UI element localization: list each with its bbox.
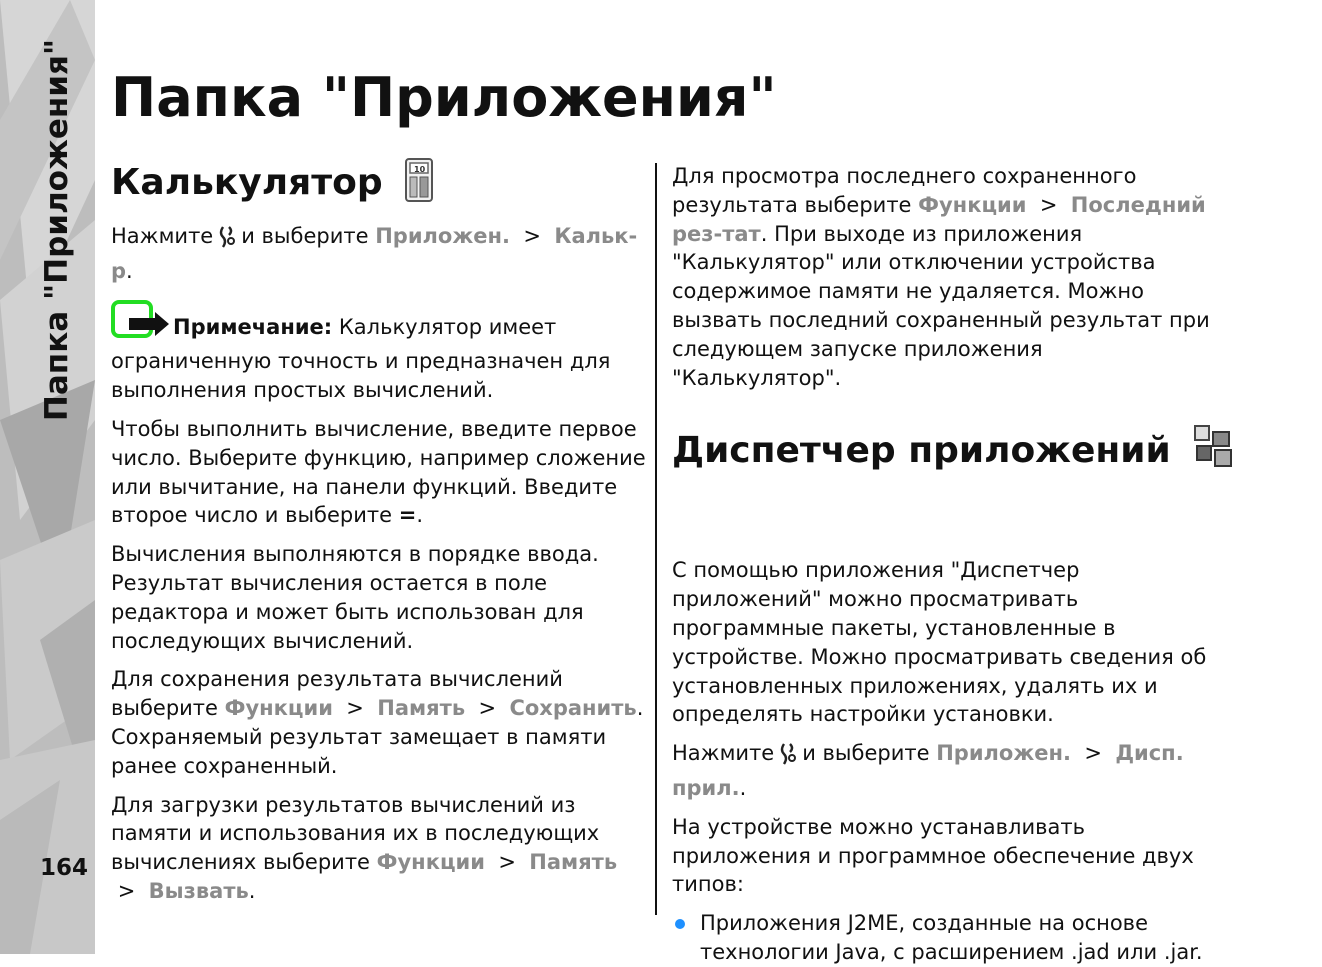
calculator-icon xyxy=(405,158,433,216)
load-result-paragraph: Для загрузки результатов вычислений из памяти и использования их в последующих вычислениях выберите Функции > Память > Вызвать. xyxy=(111,792,618,903)
path-calculator: Кальк-р xyxy=(111,224,638,283)
app-manager-open-instructions: Нажмите и выберите Приложен. > Дисп. прил.. xyxy=(672,741,1184,800)
column-divider xyxy=(655,163,657,915)
calculator-heading: Калькулятор 10 xyxy=(111,158,646,216)
app-manager-heading: Диспетчер приложений xyxy=(672,424,1212,484)
sidebar-chapter-title: Папка "Приложения" xyxy=(39,38,75,422)
left-column xyxy=(111,158,646,916)
app-types-list xyxy=(672,909,1212,967)
right-column xyxy=(672,162,1212,967)
calculator-open-instructions: Нажмите и выберите Приложен. > Кальк-р. xyxy=(111,224,638,283)
menu-key-icon xyxy=(217,225,237,257)
sidebar xyxy=(0,0,95,954)
last-result-paragraph: Для просмотра последнего сохраненного результата выберите Функции > Последний рез-тат. При выходе из приложения "Калькулятор" или отключении устройства содержимое памяти не удаляется. Можно вызвать последний сохраненный результат при следующем запуске приложения "Калькулятор". xyxy=(672,164,1210,390)
svg-text:10: 10 xyxy=(414,165,426,174)
app-manager-icon xyxy=(1193,424,1233,484)
app-manager-intro: С помощью приложения "Диспетчер приложений" можно просматривать программные пакеты, установленные в устройстве. Можно просматривать сведения об установленных приложениях, удалять их и определять настройки установки. xyxy=(672,558,1207,727)
list-item: Приложения J2ME, созданные на основе технологии Java, с расширением .jad или .jar. xyxy=(672,909,1212,967)
save-result-paragraph: Для сохранения результата вычислений выберите Функции > Память > Сохранить. Сохраняемый результат замещает в памяти ранее сохраненный. xyxy=(111,667,644,778)
path-applications: Приложен. xyxy=(375,224,510,248)
app-types-intro: На устройстве можно устанавливать приложения и программное обеспечение двух типов: xyxy=(672,814,1194,897)
page-number: 164 xyxy=(40,855,89,881)
calculation-paragraph: Чтобы выполнить вычисление, введите первое число. Выберите функцию, например сложение или вычитание, на панели функций. Введите второе число и выберите =. xyxy=(111,416,646,528)
note-icon xyxy=(111,300,171,348)
calculation-order-paragraph: Вычисления выполняются в порядке ввода. Результат вычисления остается в поле редактора и может быть использован для последующих вычислений. xyxy=(111,542,599,653)
note-paragraph: Примечание: Калькулятор имеет ограниченную точность и предназначен для выполнения простых вычислений. xyxy=(111,300,646,405)
page-title: Папка "Приложения" xyxy=(111,66,777,129)
menu-key-icon xyxy=(778,742,798,774)
